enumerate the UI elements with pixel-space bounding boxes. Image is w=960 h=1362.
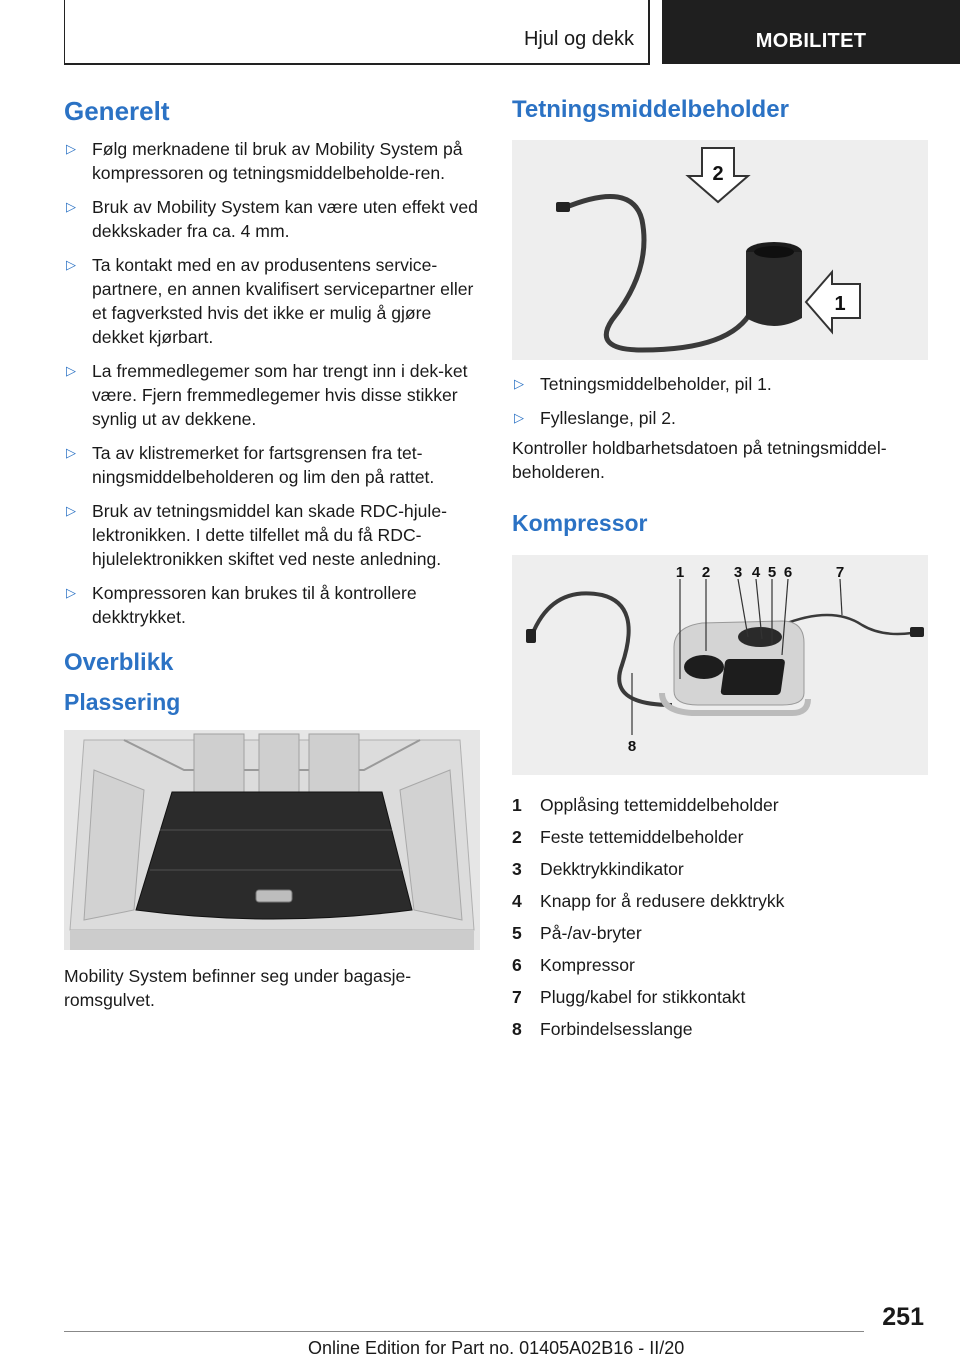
sealant-container-drawing (512, 140, 928, 360)
legend-item (512, 921, 928, 945)
sealant-container-illustration (512, 140, 928, 360)
list-item (64, 499, 480, 571)
left-column (64, 96, 480, 1022)
legend-number: 1 (512, 795, 522, 815)
triangle-bullet-icon: ▷ (514, 376, 524, 391)
page-number: 251 (882, 1303, 924, 1331)
list-item-text: Kompressoren kan brukes til å kontrollere dekktrykket. (92, 583, 417, 627)
legend-item (512, 793, 928, 817)
triangle-bullet-icon: ▷ (66, 585, 76, 600)
compressor-illustration (512, 555, 928, 775)
list-item-text: Bruk av tetningsmiddel kan skade RDC-hjule-lektronikken. I dette tilfellet må du få RDC-hjulelektronikken skiftet ved neste anledning. (92, 501, 447, 569)
callout-8: 8 (627, 738, 637, 755)
list-item (64, 137, 480, 185)
legend-text: På-/av-bryter (540, 923, 642, 943)
callout-2: 2 (701, 564, 711, 581)
compressor-drawing (512, 555, 928, 775)
heading-kompressor: Kompressor (512, 510, 648, 536)
legend-number: 5 (512, 923, 522, 943)
callout-3: 3 (733, 564, 743, 581)
legend-item (512, 857, 928, 881)
legend-text: Knapp for å redusere dekktrykk (540, 891, 785, 911)
footer-edition: Online Edition for Part no. 01405A02B16 - II/20 (308, 1338, 685, 1358)
list-item-text: Ta av klistremerket for fartsgrensen fra tet-ningsmiddelbeholderen og lim den på rattet. (92, 443, 435, 487)
list-item-text: Tetningsmiddelbeholder, pil 1. (540, 374, 772, 394)
legend-text: Feste tettemiddelbeholder (540, 827, 744, 847)
heading-overblikk: Overblikk (64, 649, 174, 676)
list-item-text: Ta kontakt med en av produsentens service-partnere, en annen kvalifisert servicepartner eller et fagverksted hvis det ikke er mulig å gjøre dekket kjørbart. (92, 255, 474, 347)
legend-item (512, 825, 928, 849)
heading-tetningsmiddelbeholder: Tetningsmiddelbeholder (512, 96, 789, 123)
trunk-drawing (64, 730, 480, 950)
triangle-bullet-icon: ▷ (66, 199, 76, 214)
triangle-bullet-icon: ▷ (66, 257, 76, 272)
legend-item (512, 1017, 928, 1041)
header-section-title: Hjul og dekk (523, 28, 634, 50)
list-item (64, 195, 480, 243)
callout-5: 5 (767, 564, 777, 581)
list-item (64, 253, 480, 349)
arrow-label-1: 1 (834, 293, 846, 315)
header-bottom-rule (64, 63, 649, 65)
legend-item (512, 953, 928, 977)
callout-4: 4 (751, 564, 761, 581)
arrow-label-2: 2 (712, 163, 724, 185)
list-item-text: Følg merknadene til bruk av Mobility System på kompressoren og tetningsmiddelbeholde-ren. (92, 139, 463, 183)
list-item-text: Fylleslange, pil 2. (540, 408, 676, 428)
list-item (64, 441, 480, 489)
legend-item (512, 985, 928, 1009)
triangle-bullet-icon: ▷ (66, 141, 76, 156)
callout-1: 1 (675, 564, 685, 581)
header-chapter-label: MOBILITET (755, 30, 867, 52)
callout-7: 7 (835, 564, 845, 581)
legend-number: 8 (512, 1019, 522, 1039)
list-item (512, 406, 928, 430)
heading-plassering: Plassering (64, 689, 181, 715)
triangle-bullet-icon: ▷ (66, 363, 76, 378)
right-column (512, 96, 928, 1049)
list-item-text: La fremmedlegemer som har trengt inn i dek-ket være. Fjern fremmedlegemer hvis disse stikker synlig ut av dekkene. (92, 361, 468, 429)
legend-text: Forbindelsesslange (540, 1019, 693, 1039)
legend-number: 4 (512, 891, 522, 911)
plassering-text: Mobility System befinner seg under bagasje-romsgulvet. (64, 966, 412, 1010)
trunk-illustration (64, 730, 480, 950)
kompressor-legend (512, 793, 928, 1041)
header-left-rule (64, 0, 65, 64)
list-item-text: Bruk av Mobility System kan være uten effekt ved dekkskader fra ca. 4 mm. (92, 197, 478, 241)
list-item (64, 359, 480, 431)
list-item (512, 372, 928, 396)
triangle-bullet-icon: ▷ (66, 503, 76, 518)
legend-text: Dekktrykkindikator (540, 859, 684, 879)
list-item (64, 581, 480, 629)
legend-number: 7 (512, 987, 522, 1007)
beholder-list (512, 372, 928, 430)
legend-item (512, 889, 928, 913)
legend-text: Kompressor (540, 955, 635, 975)
triangle-bullet-icon: ▷ (514, 410, 524, 425)
callout-6: 6 (783, 564, 793, 581)
beholder-text: Kontroller holdbarhetsdatoen på tetningsmiddel-beholderen. (512, 438, 887, 482)
legend-number: 3 (512, 859, 522, 879)
header-divider (648, 0, 650, 65)
generelt-list (64, 137, 480, 629)
legend-text: Plugg/kabel for stikkontakt (540, 987, 746, 1007)
legend-number: 2 (512, 827, 522, 847)
header-chapter-tab (662, 0, 960, 64)
legend-number: 6 (512, 955, 522, 975)
triangle-bullet-icon: ▷ (66, 445, 76, 460)
heading-generelt: Generelt (64, 96, 170, 126)
legend-text: Opplåsing tettemiddelbeholder (540, 795, 779, 815)
footer-rule (64, 1331, 864, 1332)
